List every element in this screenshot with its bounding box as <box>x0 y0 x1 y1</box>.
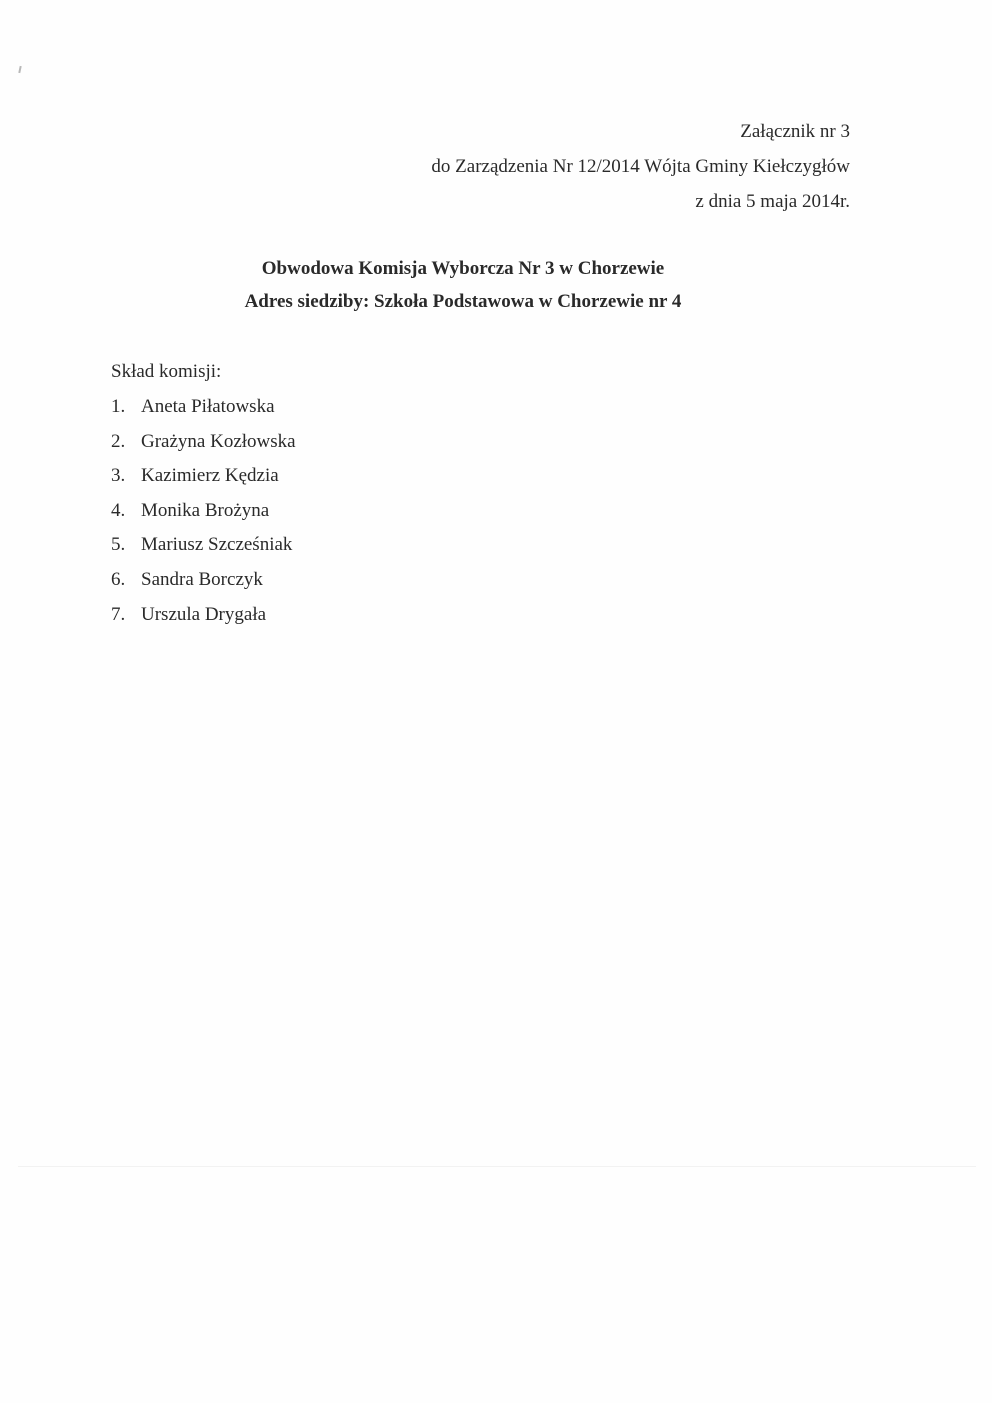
ordinance-reference: do Zarządzenia Nr 12/2014 Wójta Gminy Kiełczygłów <box>431 156 850 177</box>
member-name: Urszula Drygała <box>141 603 267 625</box>
member-name: Sandra Borczyk <box>141 568 263 590</box>
ordinance-date: z dnia 5 maja 2014r. <box>695 191 850 212</box>
member-number: 1. <box>111 396 126 417</box>
member-number: 7. <box>111 603 126 625</box>
member-number: 2. <box>111 430 126 452</box>
member-name: Kazimierz Kędzia <box>141 465 279 487</box>
list-item <box>111 494 296 529</box>
commission-address: Adres siedziby: Szkoła Podstawowa w Chorzewie nr 4 <box>244 291 682 312</box>
list-item <box>111 528 296 563</box>
member-number: 5. <box>111 534 126 556</box>
attachment-number: Załącznik nr 3 <box>740 121 850 142</box>
scan-artifact-line <box>18 1166 976 1167</box>
attachment-header <box>431 114 850 219</box>
member-name: Grażyna Kozłowska <box>141 430 296 452</box>
list-item <box>111 425 296 460</box>
member-name: Mariusz Szcześniak <box>141 534 293 556</box>
members-list <box>111 390 296 632</box>
commission-name: Obwodowa Komisja Wyborcza Nr 3 w Chorzewie <box>261 258 665 279</box>
member-name: Monika Brożyna <box>141 499 270 521</box>
member-name: Aneta Piłatowska <box>141 396 275 417</box>
member-number: 3. <box>111 465 126 487</box>
document-title <box>0 252 926 318</box>
member-number: 6. <box>111 568 126 590</box>
list-item <box>111 563 296 598</box>
list-item <box>111 598 296 633</box>
list-item <box>111 390 296 425</box>
members-heading: Skład komisji: <box>111 361 222 382</box>
list-item <box>111 459 296 494</box>
members-section <box>111 357 296 632</box>
scan-artifact-mark <box>18 66 21 73</box>
member-number: 4. <box>111 499 126 521</box>
